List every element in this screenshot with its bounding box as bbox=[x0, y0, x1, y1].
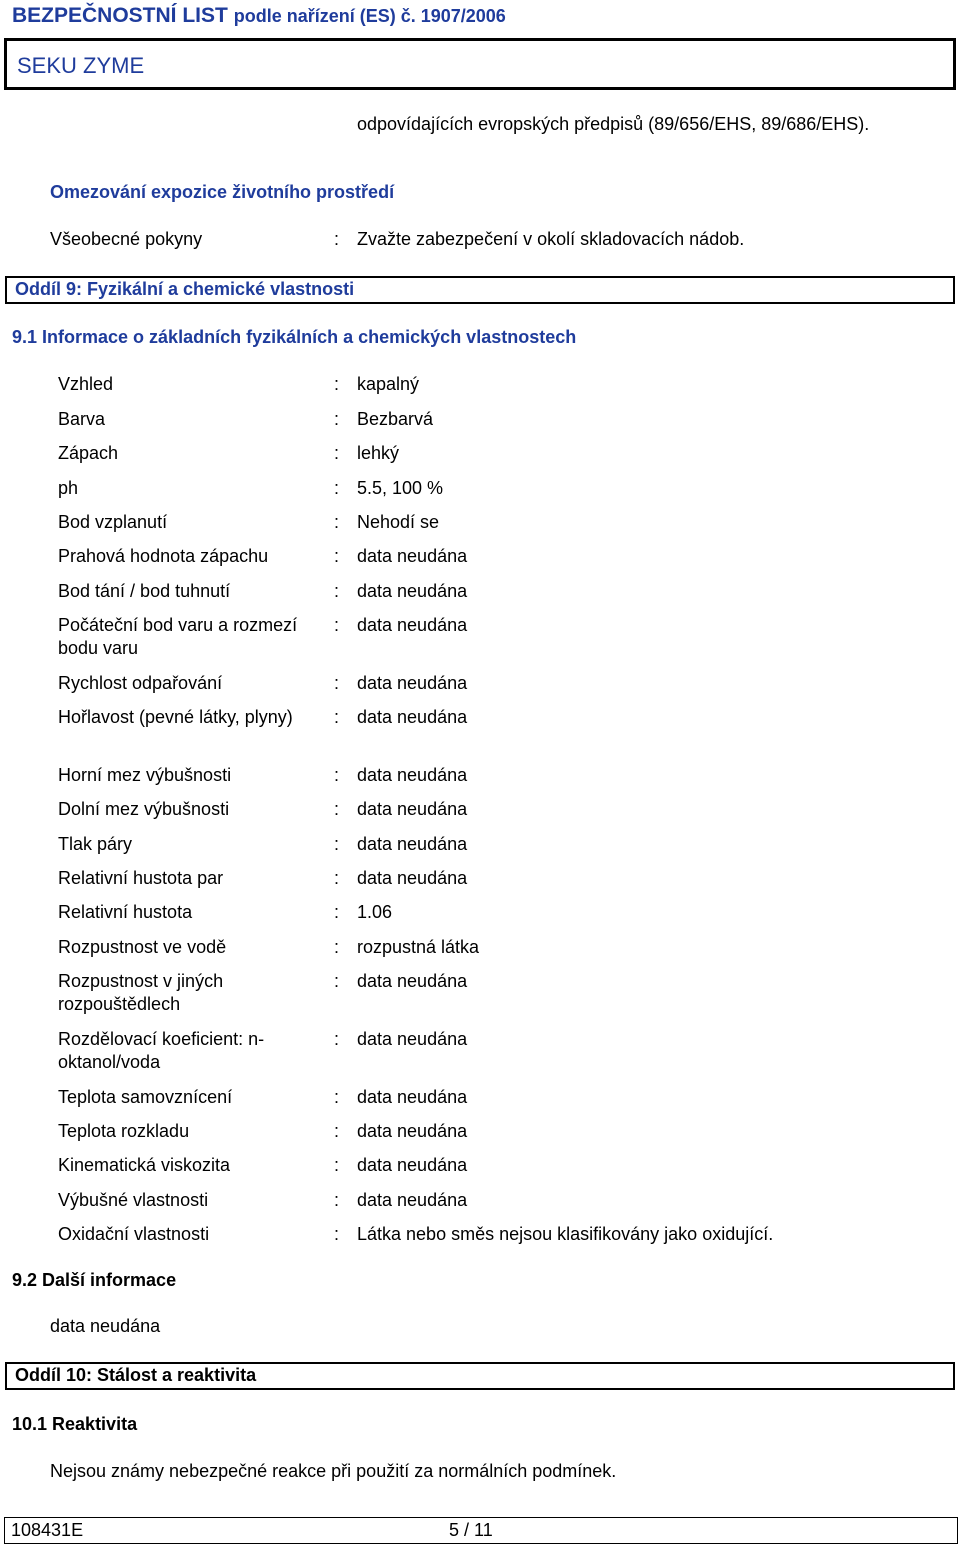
property-colon: : bbox=[334, 546, 340, 566]
property-colon: : bbox=[334, 765, 340, 785]
subsection-10-1-text: Nejsou známy nebezpečné reakce při použití za normálních podmínek. bbox=[50, 1461, 617, 1481]
property-colon: : bbox=[334, 512, 340, 532]
property-label: Oxidační vlastnosti bbox=[58, 1224, 210, 1244]
property-value: data neudána bbox=[357, 799, 468, 819]
property-value: data neudána bbox=[357, 971, 468, 991]
property-colon: : bbox=[334, 1155, 340, 1175]
property-label: Teplota samovznícení bbox=[58, 1087, 233, 1107]
property-label: Rozpustnost v jiných rozpouštědlech bbox=[58, 971, 224, 1014]
subsection-10-1-title: 10.1 Reaktivita bbox=[12, 1414, 138, 1434]
property-colon: : bbox=[334, 673, 340, 693]
property-value: Látka nebo směs nejsou klasifikovány jako oxidující. bbox=[357, 1224, 774, 1244]
property-colon: : bbox=[334, 868, 340, 888]
property-colon: : bbox=[334, 1121, 340, 1141]
env-exposure-value: Zvažte zabezpečení v okolí skladovacích nádob. bbox=[357, 229, 745, 249]
property-value: data neudána bbox=[357, 1029, 468, 1049]
property-colon: : bbox=[334, 799, 340, 819]
property-label: Bod vzplanutí bbox=[58, 512, 168, 532]
property-colon: : bbox=[334, 937, 340, 957]
property-value: data neudána bbox=[357, 1190, 468, 1210]
property-label: Bod tání / bod tuhnutí bbox=[58, 581, 231, 601]
property-colon: : bbox=[334, 478, 340, 498]
env-exposure-heading: Omezování expozice životního prostředí bbox=[50, 182, 395, 202]
property-colon: : bbox=[334, 374, 340, 394]
property-value: data neudána bbox=[357, 673, 468, 693]
property-label: Tlak páry bbox=[58, 834, 133, 854]
section-10-header bbox=[5, 1362, 955, 1390]
section-9-header bbox=[5, 276, 955, 304]
page-number: 5 / 11 bbox=[449, 1520, 493, 1540]
property-colon: : bbox=[334, 707, 340, 727]
product-name-box bbox=[4, 38, 956, 90]
property-value: data neudána bbox=[357, 581, 468, 601]
property-label: Relativní hustota bbox=[58, 902, 193, 922]
property-colon: : bbox=[334, 971, 340, 991]
property-value: 1.06 bbox=[357, 902, 393, 922]
property-label: Výbušné vlastnosti bbox=[58, 1190, 209, 1210]
env-exposure-colon: : bbox=[334, 229, 340, 249]
property-value: data neudána bbox=[357, 615, 468, 635]
property-value: lehký bbox=[357, 443, 400, 463]
property-value: rozpustná látka bbox=[357, 937, 480, 957]
property-value: Nehodí se bbox=[357, 512, 440, 532]
property-value: data neudána bbox=[357, 546, 468, 566]
property-value: data neudána bbox=[357, 868, 468, 888]
property-colon: : bbox=[334, 1224, 340, 1244]
property-colon: : bbox=[334, 615, 340, 635]
subsection-9-2-text: data neudána bbox=[50, 1316, 161, 1336]
property-label: Dolní mez výbušnosti bbox=[58, 799, 230, 819]
property-label: Rychlost odpařování bbox=[58, 673, 223, 693]
property-colon: : bbox=[334, 1190, 340, 1210]
property-value: 5.5, 100 % bbox=[357, 478, 444, 498]
property-colon: : bbox=[334, 409, 340, 429]
property-label: Vzhled bbox=[58, 374, 114, 394]
property-label: Počáteční bod varu a rozmezí bodu varu bbox=[58, 615, 298, 658]
property-colon: : bbox=[334, 1029, 340, 1049]
property-value: data neudána bbox=[357, 765, 468, 785]
property-colon: : bbox=[334, 902, 340, 922]
property-label: Kinematická viskozita bbox=[58, 1155, 231, 1175]
property-value: data neudána bbox=[357, 1087, 468, 1107]
property-label: Barva bbox=[58, 409, 106, 429]
document-title-regulation: podle nařízení (ES) č. 1907/2006 bbox=[233, 6, 506, 26]
property-colon: : bbox=[334, 834, 340, 854]
property-colon: : bbox=[334, 1087, 340, 1107]
property-label: Relativní hustota par bbox=[58, 868, 224, 888]
property-label: Hořlavost (pevné látky, plyny) bbox=[58, 707, 293, 727]
document-title-main: BEZPEČNOSTNÍ LIST bbox=[12, 4, 228, 27]
property-value: data neudána bbox=[357, 834, 468, 854]
property-colon: : bbox=[334, 443, 340, 463]
property-label: ph bbox=[58, 478, 79, 498]
property-label: Rozpustnost ve vodě bbox=[58, 937, 227, 957]
env-exposure-label: Všeobecné pokyny bbox=[50, 229, 203, 249]
document-title bbox=[12, 4, 506, 28]
document-code: 108431E bbox=[11, 1520, 84, 1540]
property-value: kapalný bbox=[357, 374, 420, 394]
property-value: data neudána bbox=[357, 1121, 468, 1141]
subsection-9-2-title: 9.2 Další informace bbox=[12, 1270, 177, 1290]
property-value: Bezbarvá bbox=[357, 409, 434, 429]
property-colon: : bbox=[334, 581, 340, 601]
section-9-title: Oddíl 9: Fyzikální a chemické vlastnosti bbox=[15, 279, 355, 299]
property-label: Horní mez výbušnosti bbox=[58, 765, 232, 785]
product-name: SEKU ZYME bbox=[17, 53, 145, 78]
continuation-text: odpovídajících evropských předpisů (89/656/EHS, 89/686/EHS). bbox=[357, 114, 870, 134]
property-value: data neudána bbox=[357, 707, 468, 727]
section-10-title: Oddíl 10: Stálost a reaktivita bbox=[15, 1365, 257, 1385]
property-label: Rozdělovací koeficient: n-oktanol/voda bbox=[58, 1029, 265, 1072]
property-label: Zápach bbox=[58, 443, 119, 463]
property-value: data neudána bbox=[357, 1155, 468, 1175]
property-label: Prahová hodnota zápachu bbox=[58, 546, 269, 566]
page-footer bbox=[4, 1517, 958, 1544]
subsection-9-1-title: 9.1 Informace o základních fyzikálních a chemických vlastnostech bbox=[12, 327, 577, 347]
property-label: Teplota rozkladu bbox=[58, 1121, 190, 1141]
